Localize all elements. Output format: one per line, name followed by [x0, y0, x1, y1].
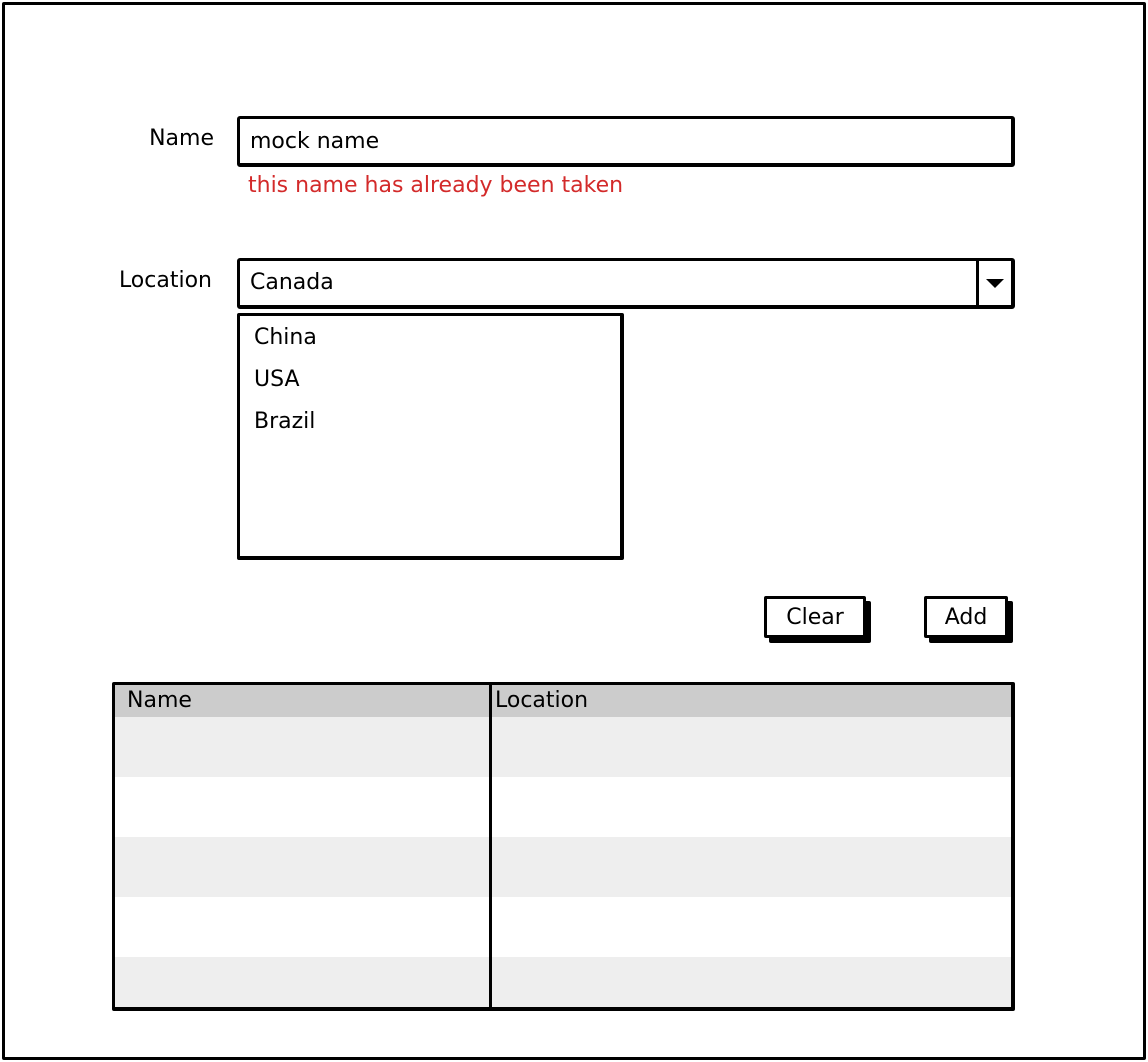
column-header-location[interactable]: Location — [495, 688, 589, 713]
add-button[interactable]: Add — [924, 596, 1008, 638]
clear-button[interactable]: Clear — [764, 596, 866, 638]
location-option-china[interactable]: China — [254, 325, 317, 350]
column-header-name[interactable]: Name — [127, 688, 192, 713]
name-label: Name — [149, 126, 214, 151]
name-input[interactable] — [240, 119, 1000, 163]
location-option-brazil[interactable]: Brazil — [254, 409, 316, 434]
location-dropdown-list — [237, 313, 624, 560]
location-label: Location — [118, 268, 212, 293]
column-divider — [489, 685, 492, 1007]
table-row[interactable] — [115, 717, 1011, 777]
location-selected-value: Canada — [250, 270, 334, 295]
chevron-down-icon — [986, 279, 1004, 288]
table-header — [115, 685, 1011, 717]
results-table — [112, 682, 1015, 1011]
location-dropdown-toggle[interactable] — [976, 261, 1011, 305]
name-error-message: this name has already been taken — [248, 173, 624, 198]
table-row[interactable] — [115, 957, 1011, 1011]
name-input-box[interactable] — [237, 116, 1015, 167]
location-select[interactable] — [237, 258, 1015, 309]
table-row[interactable] — [115, 897, 1011, 957]
table-row[interactable] — [115, 777, 1011, 837]
table-row[interactable] — [115, 837, 1011, 897]
location-option-usa[interactable]: USA — [254, 367, 300, 392]
